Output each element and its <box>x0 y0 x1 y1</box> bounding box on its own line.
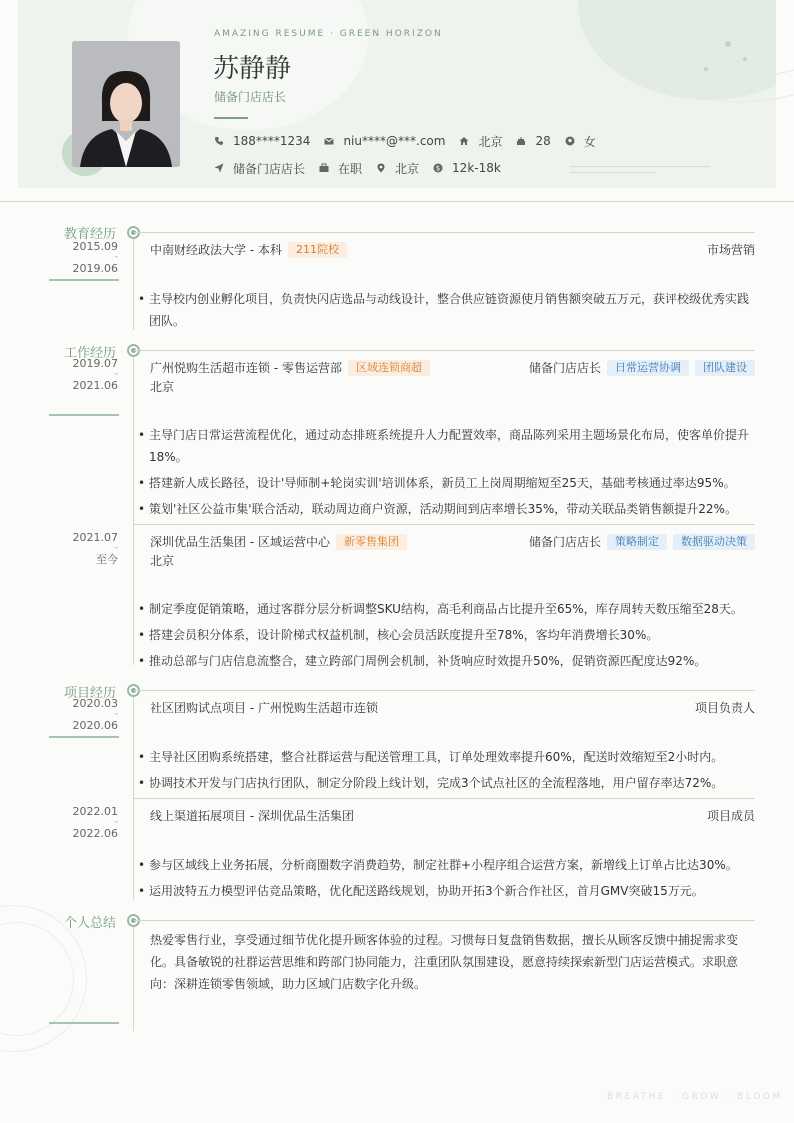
home-icon <box>459 136 469 146</box>
project-1-head <box>150 699 378 716</box>
work-location: 北京 <box>150 380 175 394</box>
date-end: 2021.06 <box>72 379 118 392</box>
section-title-work: 工作经历 <box>63 346 116 361</box>
section-underline <box>49 414 119 416</box>
list-item: • 策划'社区公益市集'联合活动，联动周边商户资源，活动期间到店率增长35%，带动关联品类销售额提升22%。 <box>138 498 755 520</box>
salary-value: 12k-18k <box>452 161 501 175</box>
candidate-name: 苏静静 <box>213 54 292 84</box>
project-name: 线上渠道拓展项目 - 深圳优品生活集团 <box>150 809 354 823</box>
header-wave-decoration <box>560 0 794 120</box>
bullet-text: 策划'社区公益市集'联合活动，联动周边商户资源，活动期间到店率增长35%，带动关联品类销售额提升22%。 <box>149 502 737 516</box>
footer-motto: BREATHE · GROW · BLOOM <box>607 1092 783 1102</box>
section-rule <box>134 690 755 691</box>
skill-tag: 数据驱动决策 <box>673 534 755 550</box>
date-start: 2021.07 <box>72 531 118 544</box>
company-name: 深圳优品生活集团 - 区域运营中心 <box>150 535 330 549</box>
date-separator: - <box>114 543 118 553</box>
skill-tag: 日常运营协调 <box>607 360 689 376</box>
major-value: 市场营销 <box>706 243 755 257</box>
list-item: • 主导校内创业孵化项目，负责快闪店选品与动线设计，整合供应链资源使月销售额突破五万元，获评校级优秀实践团队。 <box>138 288 755 332</box>
company-name: 广州悦购生活超市连锁 - 零售运营部 <box>150 361 342 375</box>
project-name: 社区团购试点项目 - 广州悦购生活超市连锁 <box>150 701 378 715</box>
hometown-value: 北京 <box>478 134 503 149</box>
skill-tag: 策略制定 <box>607 534 667 550</box>
date-end: 至今 <box>96 553 118 566</box>
project-2-role <box>707 807 755 824</box>
entry-rule <box>134 524 755 525</box>
section-title-education: 教育经历 <box>63 227 116 242</box>
bullet-text: 参与区域线上业务拓展，分析商圈数字消费趋势，制定社群+小程序组合运营方案，新增线上订单占比达30%。 <box>149 858 738 872</box>
bullet-text: 推动总部与门店信息流整合，建立跨部门周例会机制，补货响应时效提升50%，促销资源匹配度达92%。 <box>149 654 707 668</box>
bullet-text: 搭建会员积分体系，设计阶梯式权益机制，核心会员活跃度提升至78%，客均年消费增长30%。 <box>149 628 659 642</box>
date-separator: - <box>114 817 118 827</box>
target-city-value: 北京 <box>395 161 420 176</box>
date-separator: - <box>114 709 118 719</box>
header-divider <box>0 201 794 202</box>
date-separator: - <box>114 252 118 262</box>
list-item: • 制定季度促销策略，通过客群分层分析调整SKU结构，高毛利商品占比提升至65%，库存周转天数压缩至28天。 <box>138 598 755 620</box>
decor-dot <box>743 57 747 61</box>
work-2-position <box>529 533 755 550</box>
bullet-text: 搭建新人成长路径，设计'导师制+轮岗实训'培训体系，新员工上岗周期缩短至25天，基础考核通过率达95%。 <box>149 476 736 490</box>
email-value: niu****@***.com <box>343 134 446 148</box>
work-location: 北京 <box>150 554 175 568</box>
bullet-text: 主导校内创业孵化项目，负责快闪店选品与动线设计，整合供应链资源使月销售额突破五万元，获评校级优秀实践团队。 <box>149 292 750 328</box>
entry-rule <box>134 798 755 799</box>
bullet-text: 运用波特五力模型评估竞品策略，优化配送路线规划，协助开拓3个新合作社区，首月GMV突破15万元。 <box>149 884 704 898</box>
list-item: • 搭建新人成长路径，设计'导师制+轮岗实训'培训体系，新员工上岗周期缩短至25天，基础考核通过率达95%。 <box>138 472 755 494</box>
decor-dot <box>704 67 708 71</box>
target-role-value: 储备门店店长 <box>233 161 306 176</box>
list-item: • 搭建会员积分体系，设计阶梯式权益机制，核心会员活跃度提升至78%，客均年消费增长30%。 <box>138 624 755 646</box>
section-title-project: 项目经历 <box>63 686 116 701</box>
svg-text:$: $ <box>435 164 441 173</box>
work-1-head <box>150 359 430 376</box>
project-role: 项目负责人 <box>694 701 755 715</box>
coin-icon <box>433 163 443 173</box>
date-start: 2020.03 <box>72 697 118 710</box>
resume-tagline: AMAZING RESUME · GREEN HORIZON <box>214 29 443 39</box>
profile-photo <box>72 41 180 167</box>
timeline-line <box>133 925 134 1031</box>
contact-row <box>214 133 610 149</box>
section-title-summary: 个人总结 <box>63 916 116 931</box>
decor-line <box>570 166 710 167</box>
work-1-dates <box>46 358 118 391</box>
work-2-head <box>150 533 407 550</box>
list-item: • 运用波特五力模型评估竞品策略，优化配送路线规划，协助开拓3个新合作社区，首月GMV突破15万元。 <box>138 880 755 902</box>
bullet-text: 制定季度促销策略，通过客群分层分析调整SKU结构，高毛利商品占比提升至65%，库存周转天数压缩至28天。 <box>149 602 743 616</box>
name-underline <box>214 117 248 119</box>
bullet-text: 协调技术开发与门店执行团队，制定分阶段上线计划，完成3个试点社区的全流程落地，用户留存率达72%。 <box>149 776 724 790</box>
date-end: 2019.06 <box>72 262 118 275</box>
job-intent-row <box>214 160 515 176</box>
age-value: 28 <box>535 134 551 148</box>
summary-text: 热爱零售行业，享受通过细节优化提升顾客体验的过程。习惯每日复盘销售数据，擅长从顾客反馈中捕捉需求变化。具备敏锐的社群运营思维和跨部门协同能力，注重团队氛围建设，愿意持续探索新型门店运营模式。求职意向：深耕连锁零售领域，助力区域门店数字化升级。 <box>150 933 739 991</box>
date-start: 2015.09 <box>72 240 118 253</box>
school-name: 中南财经政法大学 - 本科 <box>150 243 282 257</box>
school-tag: 211院校 <box>288 242 347 258</box>
list-item: • 参与区域线上业务拓展，分析商圈数字消费趋势，制定社群+小程序组合运营方案，新增线上订单占比达30%。 <box>138 854 755 876</box>
section-underline <box>49 736 119 738</box>
briefcase-icon <box>319 163 329 173</box>
project-2-dates <box>46 806 118 839</box>
project-role: 项目成员 <box>706 809 755 823</box>
phone-value: 188****1234 <box>233 134 311 148</box>
section-underline <box>49 1022 119 1024</box>
timeline-line <box>133 355 134 665</box>
section-underline <box>49 279 119 281</box>
list-item: • 主导门店日常运营流程优化，通过动态排班系统提升人力配置效率，商品陈列采用主题场景化布局，使客单价提升18%。 <box>138 424 755 468</box>
job-title: 储备门店店长 <box>528 361 601 375</box>
work-2-dates <box>46 532 118 565</box>
status-value: 在职 <box>338 161 363 176</box>
date-end: 2022.06 <box>72 827 118 840</box>
company-tag: 新零售集团 <box>336 534 407 550</box>
decor-line <box>570 172 656 173</box>
list-item: • 主导社区团购系统搭建，整合社群运营与配送管理工具，订单处理效率提升60%，配送时效缩短至2小时内。 <box>138 746 755 768</box>
timeline-line <box>133 236 134 330</box>
gender-icon <box>565 136 575 146</box>
date-start: 2019.07 <box>72 357 118 370</box>
education-major <box>707 241 755 258</box>
phone-icon <box>214 136 224 146</box>
bullet-text: 主导门店日常运营流程优化，通过动态排班系统提升人力配置效率，商品陈列采用主题场景化布局，使客单价提升18%。 <box>149 428 750 464</box>
project-2-head <box>150 807 354 824</box>
section-rule <box>134 920 755 921</box>
list-item: • 推动总部与门店信息流整合，建立跨部门周例会机制，补货响应时效提升50%，促销资源匹配度达92%。 <box>138 650 755 672</box>
date-start: 2022.01 <box>72 805 118 818</box>
list-item: • 协调技术开发与门店执行团队，制定分阶段上线计划，完成3个试点社区的全流程落地，用户留存率达72%。 <box>138 772 755 794</box>
work-1-position <box>529 359 755 376</box>
gender-value: 女 <box>583 134 596 149</box>
project-1-dates <box>46 698 118 731</box>
education-entry-head <box>150 241 347 258</box>
candidate-role: 储备门店店长 <box>214 90 287 104</box>
company-tag: 区域连锁商超 <box>348 360 430 376</box>
section-rule <box>134 350 755 351</box>
section-rule <box>134 232 755 233</box>
pin-icon <box>376 163 386 173</box>
bullet-text: 主导社区团购系统搭建，整合社群运营与配送管理工具，订单处理效率提升60%，配送时效缩短至2小时内。 <box>149 750 724 764</box>
cake-icon <box>516 136 526 146</box>
education-dates <box>46 241 118 274</box>
mail-icon <box>324 136 334 146</box>
decor-dot <box>725 41 731 47</box>
job-title: 储备门店店长 <box>528 535 601 549</box>
project-1-role <box>695 699 755 716</box>
date-end: 2020.06 <box>72 719 118 732</box>
send-icon <box>214 163 224 173</box>
skill-tag: 团队建设 <box>695 360 755 376</box>
date-separator: - <box>114 369 118 379</box>
